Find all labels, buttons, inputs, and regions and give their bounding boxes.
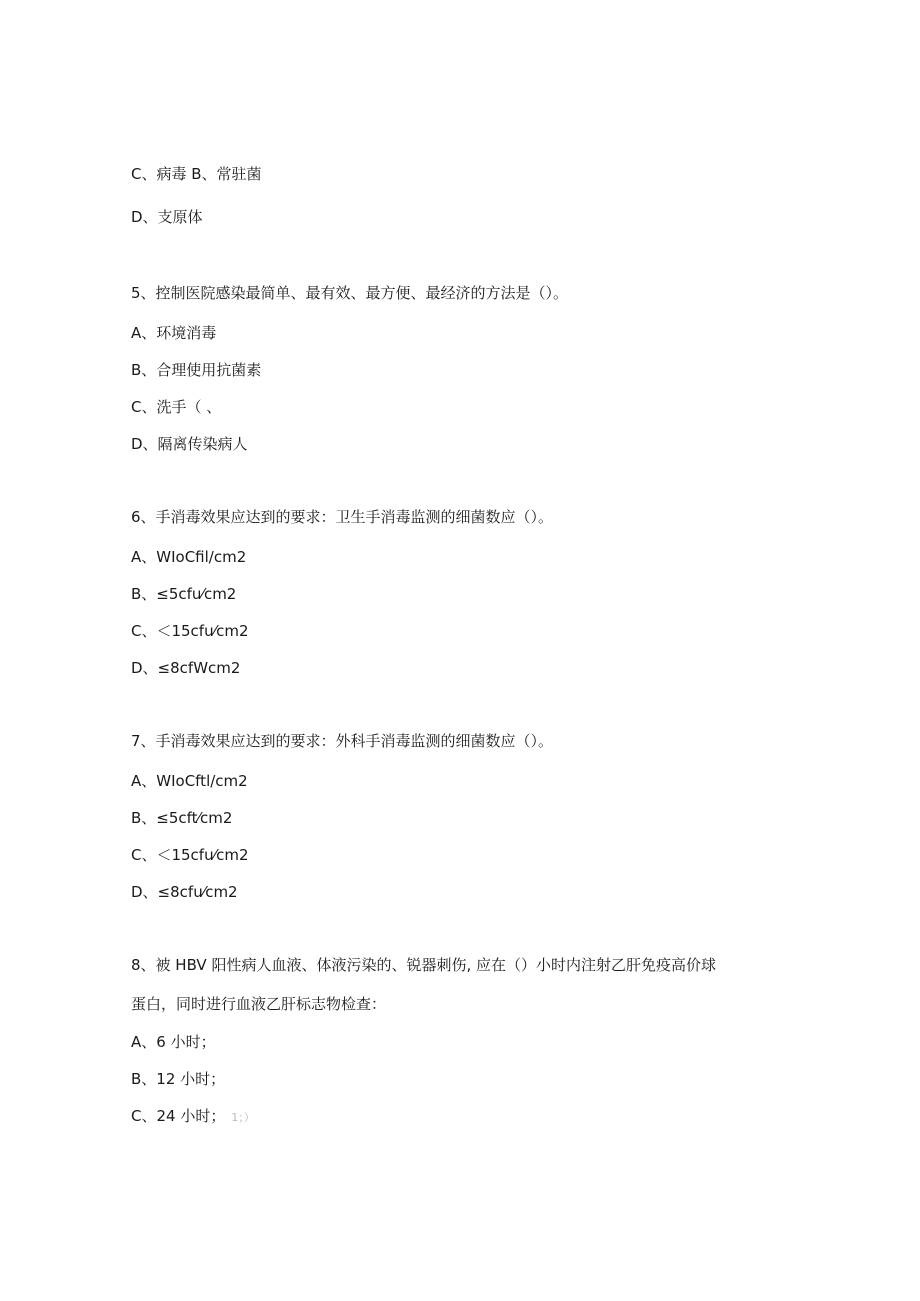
question-6-option-a: A、WIoCfil/cm2 — [131, 548, 247, 566]
question-8-stem-line-1: 8、被 HBV 阳性病人血液、体液污染的、锐器刺伤, 应在（）小时内注射乙肝免疫高价球 — [131, 956, 716, 974]
question-8-option-c-text: C、24 小时； — [131, 1107, 226, 1125]
question-4-option-c: C、病毒 B、常驻菌 — [131, 165, 262, 183]
question-6-option-b: B、≤5cfu⁄cm2 — [131, 585, 237, 603]
question-6-stem: 6、手消毒效果应达到的要求：卫生手消毒监测的细菌数应（）。 — [131, 508, 554, 526]
question-5-option-b: B、合理使用抗菌素 — [131, 361, 262, 379]
question-4-option-d: D、支原体 — [131, 208, 203, 226]
question-8-option-a: A、6 小时； — [131, 1033, 216, 1051]
question-5-stem: 5、控制医院感染最简单、最有效、最方便、最经济的方法是（）。 — [131, 284, 569, 302]
question-8-option-c-mark: 1；） — [231, 1111, 255, 1124]
question-7-option-c: C、＜15cfu⁄cm2 — [131, 846, 249, 864]
question-5-option-d: D、隔离传染病人 — [131, 435, 248, 453]
question-8-stem-line-2: 蛋白，同时进行血液乙肝标志物检查： — [131, 995, 387, 1013]
question-6-option-d: D、≤8cfWcm2 — [131, 659, 241, 677]
question-7-stem: 7、手消毒效果应达到的要求：外科手消毒监测的细菌数应（）。 — [131, 732, 554, 750]
question-7-option-b: B、≤5cft⁄cm2 — [131, 809, 233, 827]
question-5-option-c: C、洗手（ 、 — [131, 398, 222, 416]
question-8-option-c — [131, 1106, 255, 1128]
question-8-option-b: B、12 小时； — [131, 1070, 226, 1088]
question-5-option-a: A、环境消毒 — [131, 324, 217, 342]
question-6-option-c: C、＜15cfu⁄cm2 — [131, 622, 249, 640]
question-7-option-d: D、≤8cfu⁄cm2 — [131, 883, 238, 901]
question-7-option-a: A、WIoCftl/cm2 — [131, 772, 248, 790]
